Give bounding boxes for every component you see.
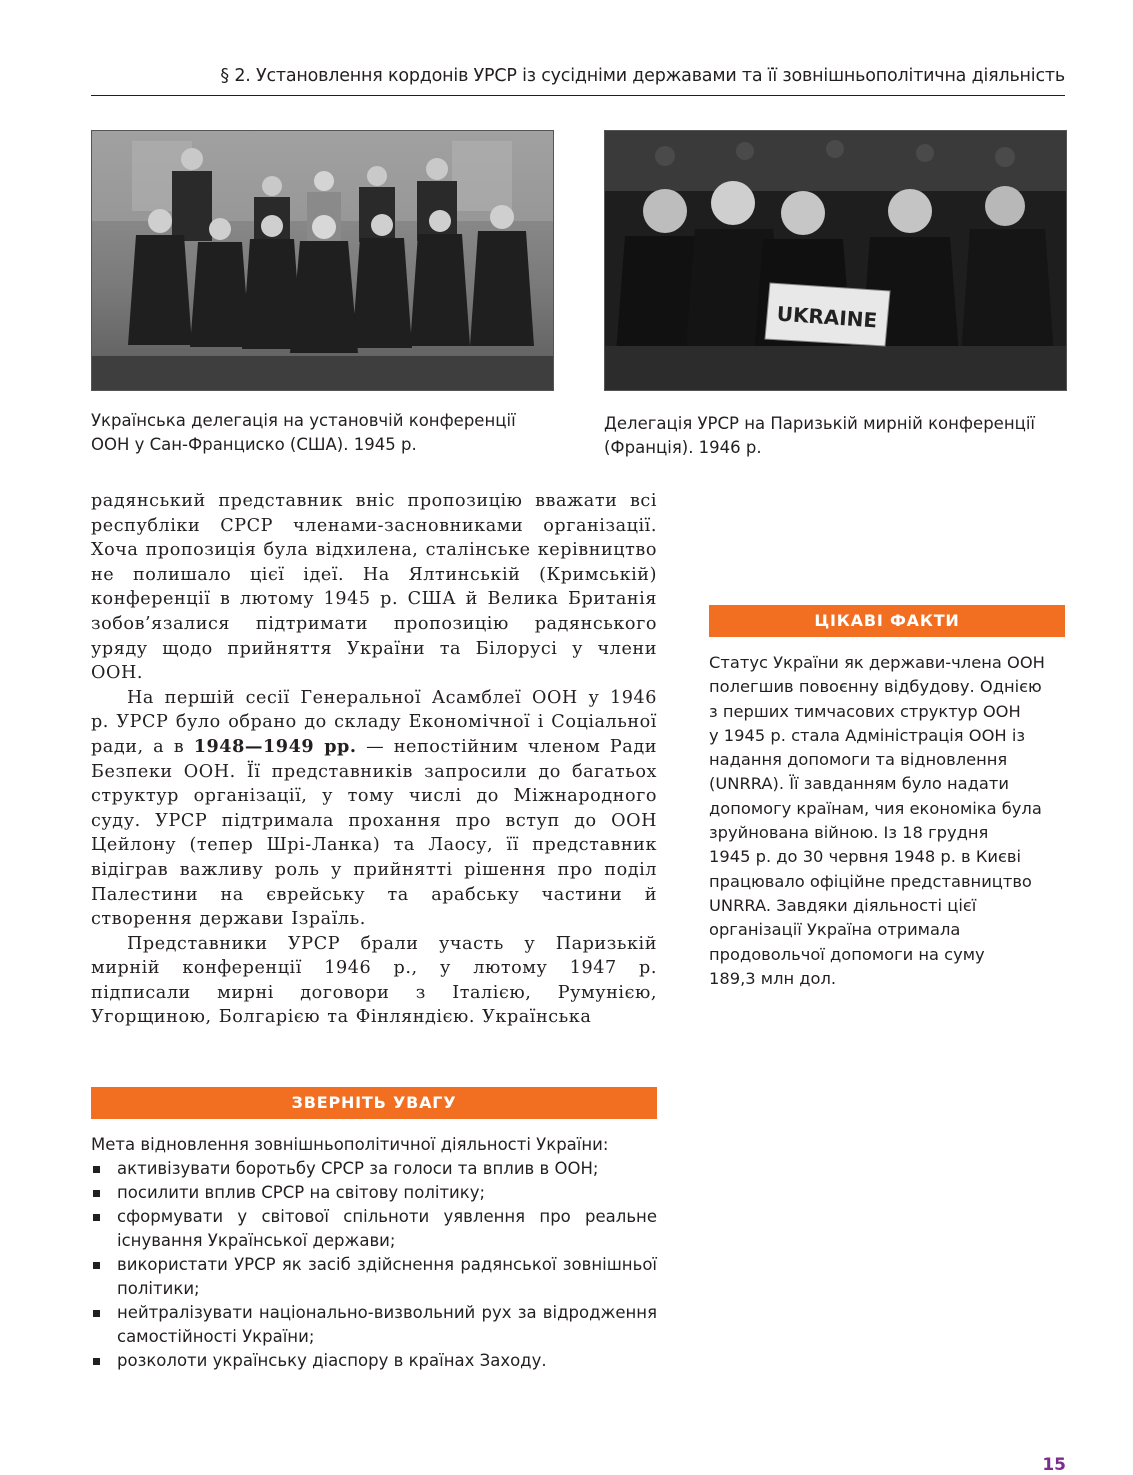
- p2-bold-years: 1948—1949 рр.: [193, 735, 357, 757]
- facts-banner: ЦІКАВІ ФАКТИ: [709, 605, 1065, 637]
- bullet-square-icon: [93, 1262, 100, 1269]
- body-paragraph-2: [91, 686, 657, 932]
- paris-conference-image: [605, 131, 1066, 390]
- facts-text: Статус України як держави-члена ООН полегшив повоєнну відбудову. Однією з перших тимчасових структур ООН у 1945 р. стала Адміністрація ООН із надання допомоги та відновлення (UNRRA). Її завданням було надати допомогу країнам, чия економіка була зруйнована війною. Із 18 грудня 1945 р. до 30 червня 1948 р. в Києві працювало офіційне представництво UNRRA. Завдяки діяльності цієї організації Україна отримала продовольчої допомоги на суму 189,3 млн дол.: [709, 653, 1045, 988]
- running-header: § 2. Установлення кордонів УРСР із сусідніми державами та її зовнішньополітична діяльність: [220, 66, 1065, 86]
- p2-text-b: — непостійним членом Ради Безпеки ООН. Її представників запросили до багатьох структур організації, у тому числі до Міжнародного суду. УРСР підтримала прохання про вступ до ООН Цейлону (тепер Шрі-Ланка) та Лаосу, її представник відіграв важливу роль у прийнятті рішення про поділ Палестини на єврейську та арабську частини й створення держави Ізраїль.: [91, 736, 657, 930]
- list-item: розколоти українську діаспору в країнах Заходу.: [91, 1349, 657, 1373]
- page-number: 15: [1042, 1455, 1066, 1475]
- bullet-square-icon: [93, 1214, 100, 1221]
- bullet-square-icon: [93, 1310, 100, 1317]
- bullet-square-icon: [93, 1358, 100, 1365]
- bullet-square-icon: [93, 1166, 100, 1173]
- list-item: активізувати боротьбу СРСР за голоси та вплив в ООН;: [91, 1157, 657, 1181]
- attention-list: [91, 1157, 657, 1373]
- photo-san-francisco-delegation: [91, 130, 554, 391]
- attention-intro: Мета відновлення зовнішньополітичної діяльності України:: [91, 1135, 609, 1154]
- list-item: використати УРСР як засіб здійснення радянської зовнішньої політики;: [91, 1253, 657, 1301]
- list-item: сформувати у світової спільноти уявлення про реальне існування Української держави;: [91, 1205, 657, 1253]
- list-item: нейтралізувати національно-визвольний рух за відродження самостійності України;: [91, 1301, 657, 1349]
- group-portrait-image: [92, 131, 553, 390]
- caption-photo-1: Українська делегація на установчій конференції ООН у Сан-Франциско (США). 1945 р.: [91, 411, 516, 454]
- caption-photo-2: Делегація УРСР на Паризькій мирній конференції (Франція). 1946 р.: [604, 414, 1036, 457]
- photo-paris-conference: [604, 130, 1067, 391]
- body-paragraph-1: радянський представник вніс пропозицію вважати всі республіки СРСР членами-засновниками організації. Хоча пропозиція була відхилена, сталінське керівництво не полишало цієї ідеї. На Ялтинській (Кримській) конференції в лютому 1945 р. США й Велика Британія зобов’язалися підтримати пропозицію радянського уряду щодо прийняття України та Білорусі у члени ООН.: [91, 491, 657, 684]
- body-paragraph-3: Представники УРСР брали участь у Паризькій мирній конференції 1946 р., у лютому 1947 р. підписали мирні договори з Італією, Румунією, Угорщиною, Болгарією та Фінляндією. Українська: [91, 933, 657, 1028]
- main-body-text: [91, 489, 657, 1030]
- bullet-square-icon: [93, 1190, 100, 1197]
- header-rule: [91, 95, 1065, 96]
- ukraine-sign: UKRAINE: [776, 301, 878, 333]
- list-item: посилити вплив СРСР на світову політику;: [91, 1181, 657, 1205]
- attention-banner: ЗВЕРНІТЬ УВАГУ: [91, 1087, 657, 1119]
- p2-text-a: На першій сесії Генеральної Асамблеї ООН у 1946 р. УРСР було обрано до складу Економічної і Соціальної ради, а в: [91, 687, 657, 757]
